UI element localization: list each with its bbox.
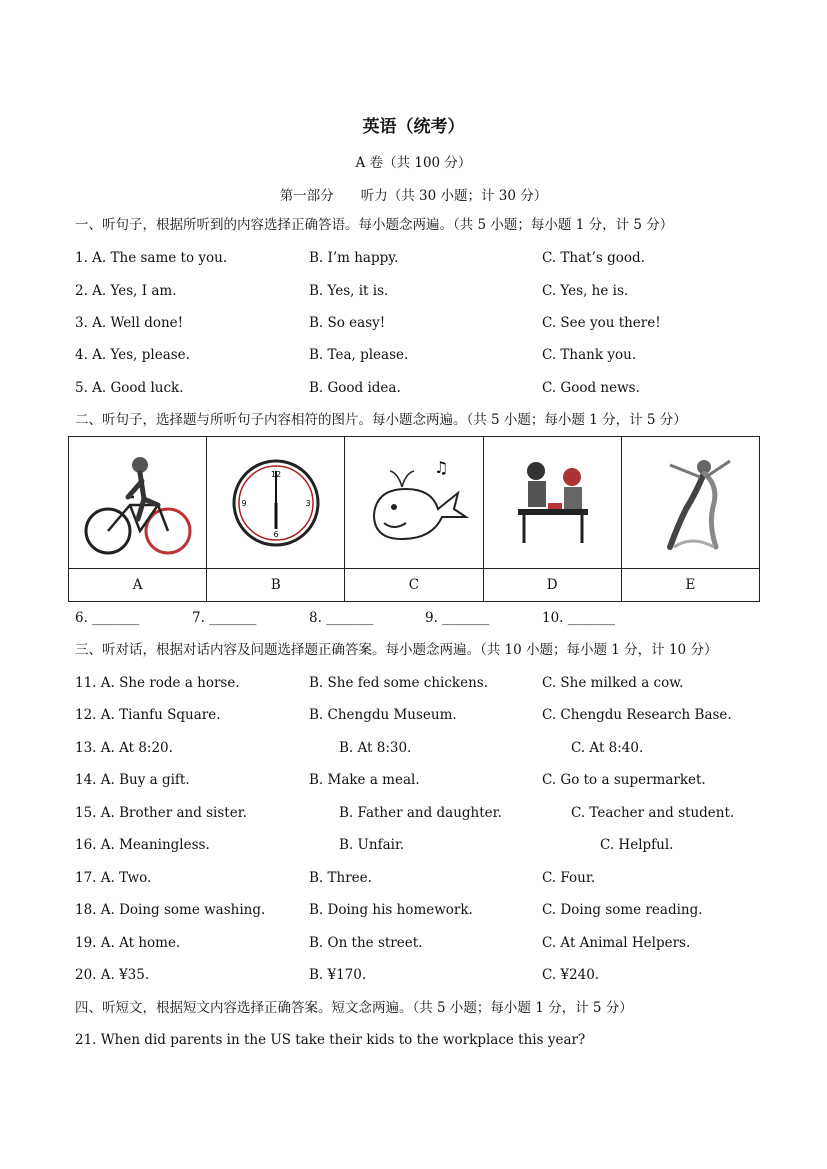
svg-text:12: 12 — [270, 469, 281, 479]
picture-label: E — [621, 569, 759, 602]
svg-text:♫: ♫ — [433, 457, 449, 477]
option-a: 4. A. Yes, please. — [75, 347, 190, 363]
question-row — [0, 674, 827, 694]
svg-text:9: 9 — [241, 498, 247, 508]
option-b: B. I’m happy. — [309, 250, 399, 266]
question-row — [0, 739, 827, 759]
option-a: 3. A. Well done! — [75, 315, 184, 331]
option-b: B. Doing his homework. — [309, 902, 473, 918]
answer-blank[interactable]: 8. _______ — [309, 610, 374, 626]
question-row — [0, 379, 827, 399]
option-b: B. Good idea. — [309, 380, 401, 396]
question-row — [0, 706, 827, 726]
whale-icon — [354, 443, 474, 563]
option-c: C. Go to a supermarket. — [542, 772, 706, 788]
question-row — [0, 836, 827, 856]
option-c: C. Four. — [542, 870, 596, 886]
answer-blank[interactable]: 7. _______ — [192, 610, 257, 626]
students-at-desk-icon — [492, 443, 612, 563]
section-4-instructions: 四、听短文，根据短文内容选择正确答案。短文念两遍。（共 5 小题；每小题 1 分，计 5 分） — [75, 1000, 633, 1016]
option-c: C. ¥240. — [542, 967, 600, 983]
option-a: 1. A. The same to you. — [75, 250, 228, 266]
part-heading: 第一部分 听力（共 30 小题；计 30 分） — [279, 188, 548, 204]
picture-label: B — [207, 569, 345, 602]
option-c: C. At 8:40. — [571, 740, 644, 756]
question-row — [0, 249, 827, 269]
picture-cell-c — [345, 437, 483, 569]
section-3-instructions: 三、听对话，根据对话内容及问题选择题正确答案。每小题念两遍。（共 10 小题；每小题 1 分，计 10 分） — [75, 642, 718, 658]
clock-icon — [216, 443, 336, 563]
option-c: C. Doing some reading. — [542, 902, 703, 918]
option-c: C. At Animal Helpers. — [542, 935, 691, 951]
option-a: 11. A. She rode a horse. — [75, 675, 240, 691]
section-2-instructions: 二、听句子，选择题与所听句子内容相符的图片。每小题念两遍。（共 5 小题；每小题 1 分，计 5 分） — [75, 412, 687, 428]
question-row — [0, 346, 827, 366]
option-b: B. ¥170. — [309, 967, 367, 983]
question-row — [0, 314, 827, 334]
exam-title: 英语（统考） — [362, 117, 465, 137]
picture-label: A — [69, 569, 207, 602]
question-21: 21. When did parents in the US take their kids to the workplace this year? — [75, 1032, 586, 1048]
option-c: C. Chengdu Research Base. — [542, 707, 732, 723]
question-row — [0, 869, 827, 889]
option-a: 13. A. At 8:20. — [75, 740, 173, 756]
option-a: 19. A. At home. — [75, 935, 181, 951]
option-a: 16. A. Meaningless. — [75, 837, 210, 853]
answer-blank[interactable]: 9. _______ — [425, 610, 490, 626]
option-a: 15. A. Brother and sister. — [75, 805, 247, 821]
option-c: C. Good news. — [542, 380, 640, 396]
option-b: B. Unfair. — [339, 837, 405, 853]
svg-text:3: 3 — [305, 498, 311, 508]
question-row — [0, 934, 827, 954]
picture-cell-a — [69, 437, 207, 569]
volume-heading: A 卷（共 100 分） — [355, 155, 472, 171]
option-b: B. Tea, please. — [309, 347, 409, 363]
option-c: C. She milked a cow. — [542, 675, 684, 691]
option-c: C. That’s good. — [542, 250, 645, 266]
option-b: B. Yes, it is. — [309, 283, 389, 299]
option-b: B. Make a meal. — [309, 772, 420, 788]
section-1-instructions: 一、听句子，根据所听到的内容选择正确答语。每小题念两遍。（共 5 小题；每小题 1 分，计 5 分） — [75, 217, 674, 233]
answer-blank[interactable]: 6. _______ — [75, 610, 140, 626]
cyclist-icon — [78, 443, 198, 563]
option-a: 20. A. ¥35. — [75, 967, 150, 983]
option-a: 14. A. Buy a gift. — [75, 772, 190, 788]
picture-cell-b — [207, 437, 345, 569]
picture-label: D — [483, 569, 621, 602]
option-c: C. Helpful. — [600, 837, 674, 853]
option-b: B. She fed some chickens. — [309, 675, 489, 691]
question-row — [0, 901, 827, 921]
option-b: B. At 8:30. — [339, 740, 412, 756]
answer-blank[interactable]: 10. _______ — [542, 610, 616, 626]
question-row — [0, 282, 827, 302]
option-b: B. Chengdu Museum. — [309, 707, 457, 723]
picture-cell-d — [483, 437, 621, 569]
option-c: C. Teacher and student. — [571, 805, 735, 821]
option-b: B. So easy! — [309, 315, 386, 331]
option-a: 2. A. Yes, I am. — [75, 283, 177, 299]
option-a: 5. A. Good luck. — [75, 380, 184, 396]
svg-text:6: 6 — [273, 529, 279, 539]
picture-cell-e — [621, 437, 759, 569]
option-b: B. Father and daughter. — [339, 805, 502, 821]
option-b: B. Three. — [309, 870, 372, 886]
answer-blanks-row — [0, 609, 827, 629]
question-row — [0, 966, 827, 986]
picture-table — [68, 436, 760, 602]
option-a: 17. A. Two. — [75, 870, 152, 886]
option-c: C. See you there! — [542, 315, 661, 331]
option-b: B. On the street. — [309, 935, 423, 951]
option-a: 12. A. Tianfu Square. — [75, 707, 221, 723]
question-row — [0, 771, 827, 791]
option-c: C. Yes, he is. — [542, 283, 629, 299]
option-c: C. Thank you. — [542, 347, 637, 363]
picture-label: C — [345, 569, 483, 602]
option-a: 18. A. Doing some washing. — [75, 902, 266, 918]
dancer-icon — [630, 443, 750, 563]
question-row — [0, 804, 827, 824]
